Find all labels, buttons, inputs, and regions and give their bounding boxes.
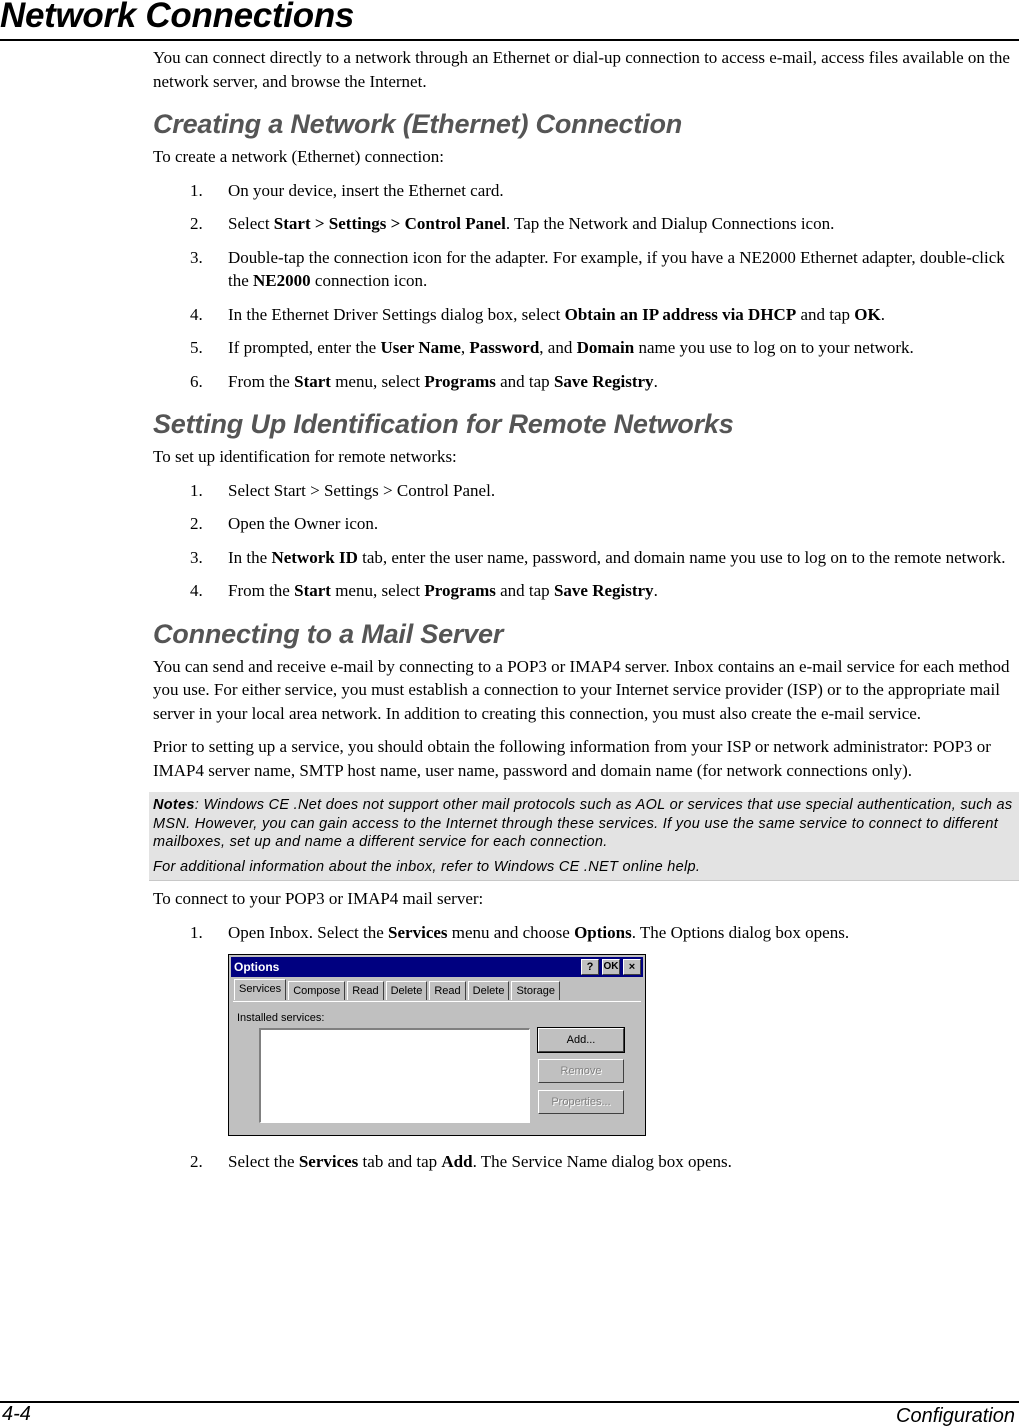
step-text-part: Select xyxy=(228,214,274,233)
step-number: 6. xyxy=(190,371,203,391)
step-text xyxy=(228,921,1013,945)
step-emphasis: Services xyxy=(388,922,448,942)
services-tab-panel xyxy=(233,1001,641,1131)
step-text xyxy=(228,1150,1013,1174)
step-text-part: menu, select xyxy=(330,581,425,600)
close-button[interactable]: × xyxy=(623,959,641,975)
step-number: 1. xyxy=(190,922,203,942)
ethernet-steps xyxy=(153,179,1013,394)
list-item xyxy=(190,370,1013,394)
step-number: 1. xyxy=(190,480,203,500)
tab-read[interactable]: Read xyxy=(347,981,383,1000)
step-text xyxy=(228,370,1013,394)
tab-delete[interactable]: Delete xyxy=(386,981,428,1000)
step-emphasis: OK xyxy=(854,304,881,324)
step-emphasis: Programs xyxy=(424,371,496,391)
step-text-part: Select the xyxy=(228,1152,299,1171)
main-content xyxy=(153,46,1013,1184)
heading-ethernet: Creating a Network (Ethernet) Connection xyxy=(153,109,683,139)
step-text-part: . The Options dialog box opens. xyxy=(631,922,850,942)
identification-steps xyxy=(153,479,1013,603)
step-text-part: name you use to log on to your network. xyxy=(634,338,914,357)
note-additional: For additional information about the inbox, refer to Windows CE .NET online help. xyxy=(153,858,701,875)
installed-services-label: Installed services: xyxy=(237,1012,325,1024)
step-emphasis: Services xyxy=(298,1152,359,1171)
mail-steps-2 xyxy=(153,1150,1013,1174)
step-number: 4. xyxy=(190,581,203,600)
tab-storage[interactable]: Storage xyxy=(511,981,560,1000)
mail-steps-1 xyxy=(153,921,1013,945)
ok-button[interactable]: OK xyxy=(602,959,620,975)
step-text-part: . Tap the Network and Dialup Connections icon. xyxy=(505,214,835,233)
list-item xyxy=(190,512,1013,536)
step-text-part: Double-tap the connection icon for the adapter. For example, if you have a NE2000 Ethernet adapter, double-click the xyxy=(228,247,1005,290)
step-text-part: connection icon. xyxy=(310,271,428,290)
heading-mail: Connecting to a Mail Server xyxy=(153,618,504,649)
step-text xyxy=(228,479,1013,503)
help-button[interactable]: ? xyxy=(581,959,599,975)
page-title: Network Connections xyxy=(0,0,355,35)
step-text-part: If prompted, enter the xyxy=(228,338,381,357)
step-text-part: and tap xyxy=(495,581,554,600)
note-text: : Windows CE .Net does not support other mail protocols such as AOL or services that use special authentication, such as MSN. However, you can gain access to the Internet through these services. If you use the same service to connect to different mailboxes, set up and name a different service for each connection. xyxy=(153,797,1013,850)
step-emphasis: Start xyxy=(294,581,331,600)
heading-identification: Setting Up Identification for Remote Networks xyxy=(153,409,734,439)
list-item xyxy=(190,212,1013,236)
note-label: Notes xyxy=(153,797,195,813)
tab-compose[interactable]: Compose xyxy=(288,981,345,1000)
step-number: 3. xyxy=(190,547,203,567)
list-item xyxy=(190,921,1013,945)
step-emphasis: Network ID xyxy=(271,547,358,567)
list-item xyxy=(190,246,1013,293)
step-text-part: In the Ethernet Driver Settings dialog box, select xyxy=(228,304,565,324)
identification-lead: To set up identification for remote networks: xyxy=(153,447,457,466)
step-number: 1. xyxy=(190,180,203,200)
step-number: 5. xyxy=(190,338,203,357)
mail-paragraph-2: Prior to setting up a service, you should obtain the following information from your ISP or network administrator: POP3 or IMAP4 server name, SMTP host name, user name, password and domain name (for network connections only). xyxy=(153,737,991,780)
step-emphasis: Domain xyxy=(576,338,635,357)
step-text xyxy=(228,546,1013,570)
list-item xyxy=(190,479,1013,503)
step-emphasis: Save Registry xyxy=(553,581,654,600)
step-emphasis: Start > Settings > Control Panel xyxy=(273,214,506,233)
step-emphasis: Save Registry xyxy=(553,371,654,391)
step-text-part: On your device, insert the Ethernet card. xyxy=(228,180,504,200)
dialog-title: Options xyxy=(234,960,280,974)
step-emphasis: NE2000 xyxy=(253,271,311,290)
step-text-part: . The Service Name dialog box opens. xyxy=(472,1152,732,1171)
step-emphasis: User Name xyxy=(380,338,461,357)
properties-button[interactable]: Properties... xyxy=(538,1090,624,1114)
list-item xyxy=(190,1150,1013,1174)
step-emphasis: Password xyxy=(469,338,540,357)
step-text-part: , xyxy=(460,338,470,357)
title-divider xyxy=(0,39,1019,41)
step-emphasis: Start xyxy=(294,371,331,391)
step-text-part: tab and tap xyxy=(358,1152,442,1171)
step-text-part: Open the Owner icon. xyxy=(228,514,379,533)
step-number: 2. xyxy=(190,1152,203,1171)
add-button[interactable]: Add... xyxy=(538,1028,624,1052)
step-emphasis: Options xyxy=(574,922,632,942)
step-text xyxy=(228,246,1013,293)
tab-services[interactable]: Services xyxy=(234,979,286,1000)
step-text-part: . xyxy=(880,304,885,324)
mail-lead: To connect to your POP3 or IMAP4 mail server: xyxy=(153,889,484,908)
step-text xyxy=(228,336,1013,360)
step-text xyxy=(228,303,1013,327)
step-number: 2. xyxy=(190,214,203,233)
list-item xyxy=(190,336,1013,360)
note-main xyxy=(153,796,1015,852)
ethernet-lead: To create a network (Ethernet) connection: xyxy=(153,147,444,166)
step-number: 4. xyxy=(190,304,203,324)
intro-paragraph: You can connect directly to a network through an Ethernet or dial-up connection to access e-mail, access files available on the network server, and browse the Internet. xyxy=(153,48,1010,91)
tab-read-2[interactable]: Read xyxy=(429,981,465,1000)
step-emphasis: Add xyxy=(441,1152,473,1171)
options-dialog-screenshot xyxy=(228,954,646,1136)
mail-paragraph-1: You can send and receive e-mail by connecting to a POP3 or IMAP4 server. Inbox contains an e-mail service for each method you use. For either service, you must establish a connection to your Internet service provider (ISP) or to the appropriate mail server in your local area network. In addition to creating this connection, you must also create the e-mail service. xyxy=(153,656,1010,723)
list-item xyxy=(190,579,1013,603)
step-text-part: menu, select xyxy=(330,371,425,391)
list-item xyxy=(190,303,1013,327)
footer-section-title: Configuration xyxy=(896,1405,1015,1427)
dialog-tabs xyxy=(234,981,562,1000)
step-text-part: . xyxy=(653,581,658,600)
step-text xyxy=(228,579,1013,603)
step-text-part: . xyxy=(653,371,658,391)
step-text-part: menu and choose xyxy=(447,922,575,942)
step-text-part: , and xyxy=(539,338,577,357)
tab-delete-2[interactable]: Delete xyxy=(468,981,510,1000)
step-emphasis: Obtain an IP address via DHCP xyxy=(564,304,797,324)
step-text-part: and tap xyxy=(495,371,554,391)
notes-box xyxy=(149,792,1019,881)
step-text xyxy=(228,179,1013,203)
step-text-part: In the xyxy=(228,547,272,567)
step-text xyxy=(228,512,1013,536)
step-emphasis: Programs xyxy=(424,581,496,600)
step-number: 2. xyxy=(190,514,203,533)
step-number: 3. xyxy=(190,247,203,267)
step-text-part: Select Start > Settings > Control Panel. xyxy=(228,480,496,500)
list-item xyxy=(190,546,1013,570)
step-text xyxy=(228,212,1013,236)
page-number: 4-4 xyxy=(2,1403,31,1425)
dialog-titlebar xyxy=(231,957,643,977)
step-text-part: and tap xyxy=(796,304,855,324)
step-text-part: From the xyxy=(228,371,295,391)
remove-button[interactable]: Remove xyxy=(538,1059,624,1083)
installed-services-list[interactable] xyxy=(259,1028,530,1123)
footer-divider xyxy=(0,1401,1019,1403)
step-text-part: tab, enter the user name, password, and domain name you use to log on to the remote network. xyxy=(357,547,1006,567)
list-item xyxy=(190,179,1013,203)
step-text-part: From the xyxy=(228,581,295,600)
step-text-part: Open Inbox. Select the xyxy=(228,922,389,942)
